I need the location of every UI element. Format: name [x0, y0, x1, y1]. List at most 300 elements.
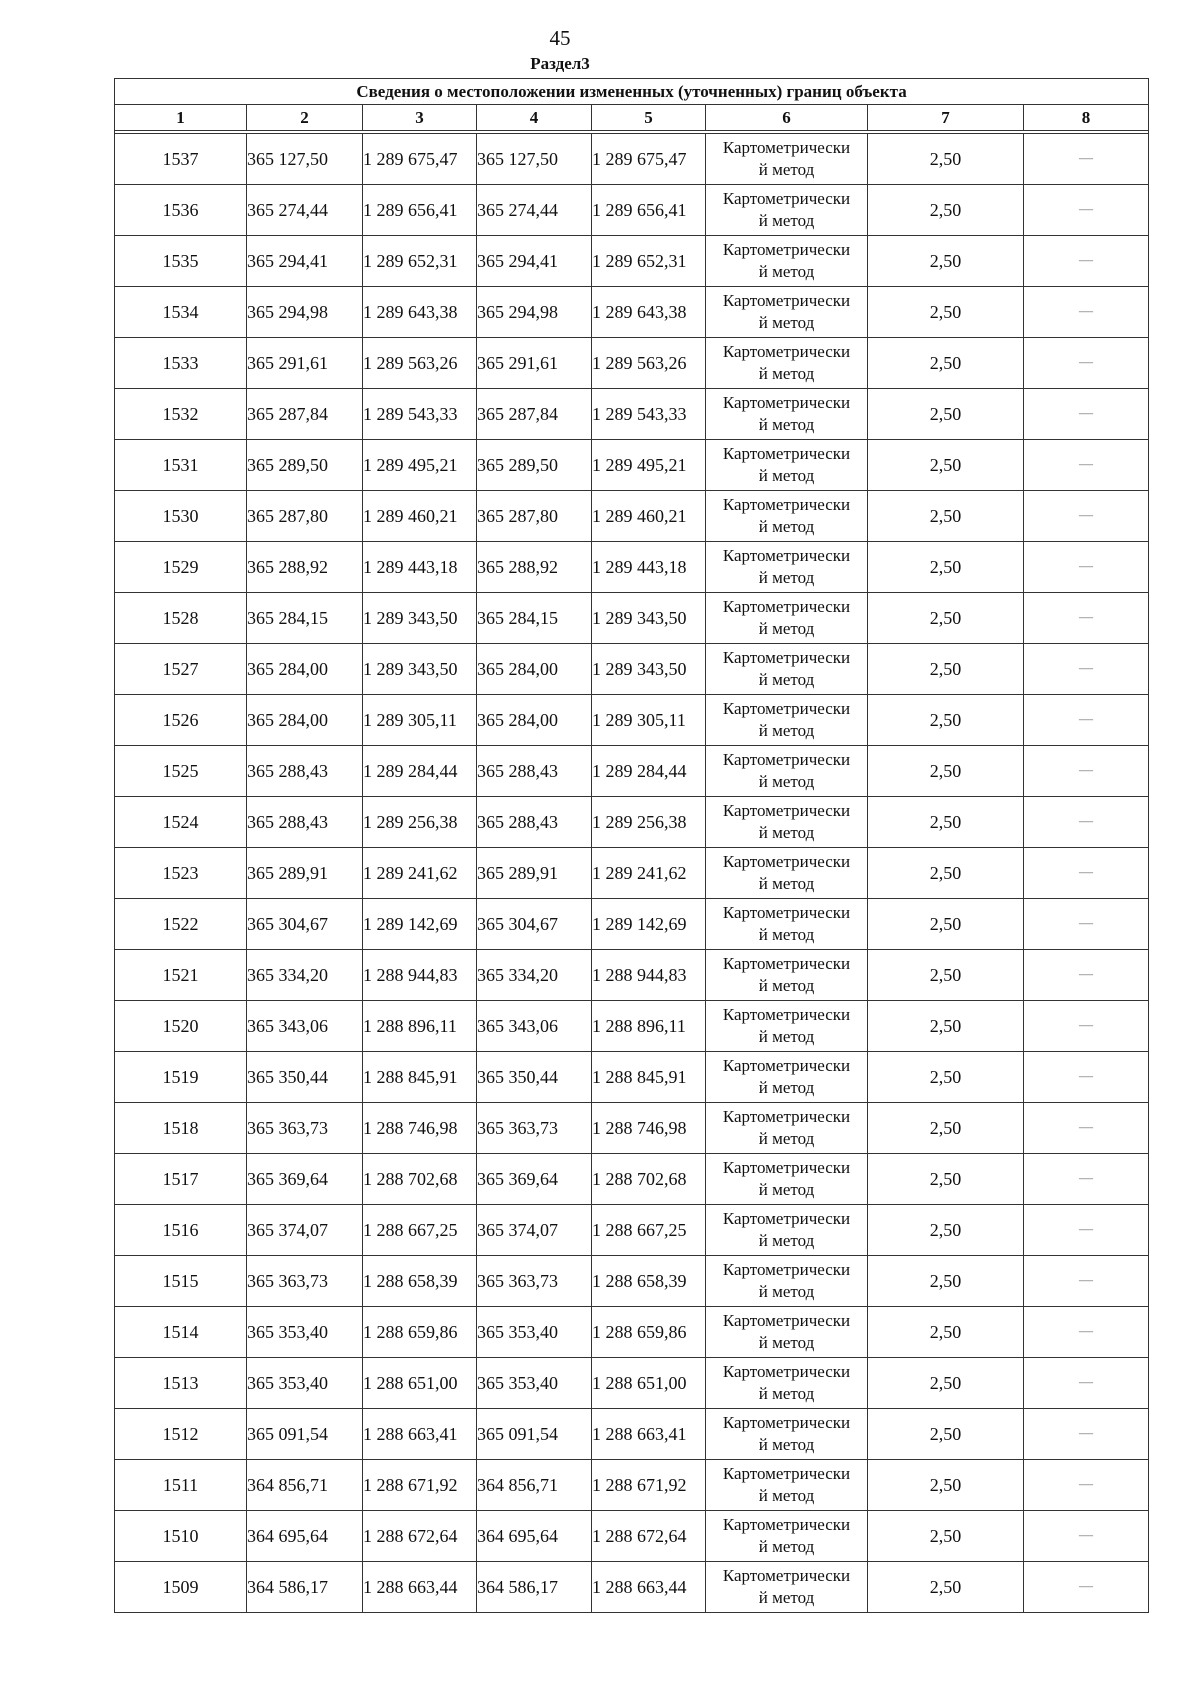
existing-y-cell: 1 289 343,50 — [363, 644, 477, 695]
existing-y-cell: 1 288 672,64 — [363, 1511, 477, 1562]
accuracy-cell: 2,50 — [868, 1460, 1024, 1511]
coordinates-table — [114, 78, 1149, 1613]
new-y-cell: 1 289 241,62 — [592, 848, 706, 899]
description-cell: — — [1024, 1358, 1149, 1409]
existing-x-cell: 365 304,67 — [247, 899, 363, 950]
new-y-cell: 1 289 652,31 — [592, 236, 706, 287]
new-y-cell: 1 288 667,25 — [592, 1205, 706, 1256]
existing-x-cell: 365 374,07 — [247, 1205, 363, 1256]
existing-y-cell: 1 288 845,91 — [363, 1052, 477, 1103]
accuracy-cell: 2,50 — [868, 185, 1024, 236]
existing-y-cell: 1 289 443,18 — [363, 542, 477, 593]
new-x-cell: 365 304,67 — [477, 899, 592, 950]
method-line-1: Картометрически — [722, 1311, 851, 1330]
table-row — [115, 644, 1149, 695]
description-cell: — — [1024, 695, 1149, 746]
method-cell — [706, 440, 868, 491]
method-line-1: Картометрически — [722, 954, 851, 973]
method-line-1: Картометрически — [722, 1362, 851, 1381]
accuracy-cell: 2,50 — [868, 491, 1024, 542]
accuracy-cell: 2,50 — [868, 1001, 1024, 1052]
new-x-cell: 365 284,00 — [477, 644, 592, 695]
method-line-1: Картометрически — [722, 1413, 851, 1432]
new-x-cell: 365 127,50 — [477, 134, 592, 185]
new-y-cell: 1 289 343,50 — [592, 593, 706, 644]
existing-y-cell: 1 288 663,41 — [363, 1409, 477, 1460]
table-row — [115, 1154, 1149, 1205]
existing-y-cell: 1 288 671,92 — [363, 1460, 477, 1511]
method-cell — [706, 542, 868, 593]
table-row — [115, 899, 1149, 950]
method-line-2: й метод — [758, 1384, 815, 1403]
table-row — [115, 1256, 1149, 1307]
new-y-cell: 1 288 663,41 — [592, 1409, 706, 1460]
method-line-1: Картометрически — [722, 801, 851, 820]
existing-y-cell: 1 289 543,33 — [363, 389, 477, 440]
new-x-cell: 365 294,41 — [477, 236, 592, 287]
table-row — [115, 134, 1149, 185]
method-line-1: Картометрически — [722, 1515, 851, 1534]
point-number-cell: 1521 — [115, 950, 247, 1001]
existing-x-cell: 365 369,64 — [247, 1154, 363, 1205]
new-y-cell: 1 289 343,50 — [592, 644, 706, 695]
new-x-cell: 365 289,50 — [477, 440, 592, 491]
new-y-cell: 1 288 651,00 — [592, 1358, 706, 1409]
new-y-cell: 1 288 944,83 — [592, 950, 706, 1001]
new-x-cell: 365 288,43 — [477, 746, 592, 797]
existing-x-cell: 365 289,91 — [247, 848, 363, 899]
new-y-cell: 1 288 658,39 — [592, 1256, 706, 1307]
new-x-cell: 365 363,73 — [477, 1256, 592, 1307]
new-x-cell: 365 291,61 — [477, 338, 592, 389]
table-row — [115, 1358, 1149, 1409]
accuracy-cell: 2,50 — [868, 1205, 1024, 1256]
table-row — [115, 338, 1149, 389]
existing-x-cell: 365 288,43 — [247, 746, 363, 797]
accuracy-cell: 2,50 — [868, 1409, 1024, 1460]
method-line-2: й метод — [758, 1282, 815, 1301]
existing-y-cell: 1 289 241,62 — [363, 848, 477, 899]
method-cell — [706, 1511, 868, 1562]
method-line-2: й метод — [758, 1486, 815, 1505]
description-cell: — — [1024, 1001, 1149, 1052]
new-x-cell: 365 274,44 — [477, 185, 592, 236]
existing-y-cell: 1 289 675,47 — [363, 134, 477, 185]
new-y-cell: 1 288 659,86 — [592, 1307, 706, 1358]
accuracy-cell: 2,50 — [868, 695, 1024, 746]
new-x-cell: 365 284,00 — [477, 695, 592, 746]
new-y-cell: 1 289 675,47 — [592, 134, 706, 185]
description-cell: — — [1024, 1409, 1149, 1460]
description-cell: — — [1024, 848, 1149, 899]
method-line-2: й метод — [758, 925, 815, 944]
existing-x-cell: 365 289,50 — [247, 440, 363, 491]
table-row — [115, 440, 1149, 491]
new-y-cell: 1 289 142,69 — [592, 899, 706, 950]
description-cell: — — [1024, 899, 1149, 950]
accuracy-cell: 2,50 — [868, 950, 1024, 1001]
point-number-cell: 1515 — [115, 1256, 247, 1307]
section-title: Раздел3 — [530, 54, 590, 73]
point-number-cell: 1519 — [115, 1052, 247, 1103]
table-body — [115, 134, 1149, 1613]
accuracy-cell: 2,50 — [868, 1103, 1024, 1154]
existing-x-cell: 365 294,98 — [247, 287, 363, 338]
method-cell — [706, 389, 868, 440]
table-row — [115, 695, 1149, 746]
existing-x-cell: 365 291,61 — [247, 338, 363, 389]
accuracy-cell: 2,50 — [868, 1307, 1024, 1358]
point-number-cell: 1522 — [115, 899, 247, 950]
method-line-1: Картометрически — [722, 393, 851, 412]
table-title: Сведения о местоположении измененных (уточненных) границ объекта — [115, 79, 1149, 105]
method-line-2: й метод — [758, 721, 815, 740]
method-line-1: Картометрически — [722, 1158, 851, 1177]
method-line-2: й метод — [758, 874, 815, 893]
point-number-cell: 1528 — [115, 593, 247, 644]
point-number-cell: 1534 — [115, 287, 247, 338]
point-number-cell: 1518 — [115, 1103, 247, 1154]
new-x-cell: 365 334,20 — [477, 950, 592, 1001]
description-cell: — — [1024, 1103, 1149, 1154]
accuracy-cell: 2,50 — [868, 593, 1024, 644]
description-cell: — — [1024, 1460, 1149, 1511]
page-number: 45 — [549, 26, 571, 50]
method-cell — [706, 950, 868, 1001]
method-line-2: й метод — [758, 670, 815, 689]
table-row — [115, 1460, 1149, 1511]
table-row — [115, 746, 1149, 797]
new-x-cell: 365 353,40 — [477, 1307, 592, 1358]
method-line-1: Картометрически — [722, 240, 851, 259]
new-y-cell: 1 289 643,38 — [592, 287, 706, 338]
description-cell: — — [1024, 287, 1149, 338]
table-row — [115, 491, 1149, 542]
new-y-cell: 1 289 495,21 — [592, 440, 706, 491]
table-row — [115, 287, 1149, 338]
column-number-5: 5 — [592, 105, 706, 131]
new-x-cell: 365 288,43 — [477, 797, 592, 848]
method-line-1: Картометрически — [722, 1107, 851, 1126]
accuracy-cell: 2,50 — [868, 1154, 1024, 1205]
method-line-2: й метод — [758, 1180, 815, 1199]
point-number-cell: 1536 — [115, 185, 247, 236]
method-line-2: й метод — [758, 1333, 815, 1352]
point-number-cell: 1509 — [115, 1562, 247, 1613]
method-line-1: Картометрически — [722, 699, 851, 718]
method-line-2: й метод — [758, 517, 815, 536]
existing-x-cell: 365 284,15 — [247, 593, 363, 644]
new-x-cell: 365 091,54 — [477, 1409, 592, 1460]
existing-y-cell: 1 288 896,11 — [363, 1001, 477, 1052]
description-cell: — — [1024, 1307, 1149, 1358]
description-cell: — — [1024, 950, 1149, 1001]
new-x-cell: 365 374,07 — [477, 1205, 592, 1256]
method-cell — [706, 746, 868, 797]
existing-y-cell: 1 289 305,11 — [363, 695, 477, 746]
point-number-cell: 1530 — [115, 491, 247, 542]
method-line-2: й метод — [758, 976, 815, 995]
description-cell: — — [1024, 185, 1149, 236]
existing-y-cell: 1 288 651,00 — [363, 1358, 477, 1409]
existing-y-cell: 1 288 667,25 — [363, 1205, 477, 1256]
description-cell: — — [1024, 389, 1149, 440]
existing-x-cell: 365 288,92 — [247, 542, 363, 593]
method-cell — [706, 1001, 868, 1052]
existing-y-cell: 1 288 944,83 — [363, 950, 477, 1001]
existing-x-cell: 365 294,41 — [247, 236, 363, 287]
description-cell: — — [1024, 491, 1149, 542]
table-row — [115, 236, 1149, 287]
method-cell — [706, 848, 868, 899]
new-y-cell: 1 288 702,68 — [592, 1154, 706, 1205]
new-y-cell: 1 288 845,91 — [592, 1052, 706, 1103]
existing-x-cell: 365 334,20 — [247, 950, 363, 1001]
method-cell — [706, 134, 868, 185]
method-line-1: Картометрически — [722, 1005, 851, 1024]
table-row — [115, 1103, 1149, 1154]
column-number-6: 6 — [706, 105, 868, 131]
method-line-1: Картометрически — [722, 1260, 851, 1279]
method-cell — [706, 1409, 868, 1460]
table-row — [115, 1562, 1149, 1613]
new-x-cell: 364 856,71 — [477, 1460, 592, 1511]
new-y-cell: 1 288 663,44 — [592, 1562, 706, 1613]
point-number-cell: 1537 — [115, 134, 247, 185]
description-cell: — — [1024, 338, 1149, 389]
description-cell: — — [1024, 593, 1149, 644]
new-y-cell: 1 288 896,11 — [592, 1001, 706, 1052]
method-cell — [706, 1460, 868, 1511]
column-number-7: 7 — [868, 105, 1024, 131]
existing-x-cell: 365 284,00 — [247, 644, 363, 695]
method-line-1: Картометрически — [722, 1056, 851, 1075]
accuracy-cell: 2,50 — [868, 899, 1024, 950]
description-cell: — — [1024, 746, 1149, 797]
point-number-cell: 1531 — [115, 440, 247, 491]
new-x-cell: 365 287,84 — [477, 389, 592, 440]
point-number-cell: 1516 — [115, 1205, 247, 1256]
method-cell — [706, 1562, 868, 1613]
accuracy-cell: 2,50 — [868, 542, 1024, 593]
method-line-1: Картометрически — [722, 546, 851, 565]
new-x-cell: 365 288,92 — [477, 542, 592, 593]
existing-y-cell: 1 289 256,38 — [363, 797, 477, 848]
accuracy-cell: 2,50 — [868, 1511, 1024, 1562]
method-cell — [706, 1256, 868, 1307]
method-cell — [706, 695, 868, 746]
existing-y-cell: 1 289 652,31 — [363, 236, 477, 287]
existing-x-cell: 365 284,00 — [247, 695, 363, 746]
existing-x-cell: 365 127,50 — [247, 134, 363, 185]
new-x-cell: 365 363,73 — [477, 1103, 592, 1154]
method-line-2: й метод — [758, 313, 815, 332]
existing-y-cell: 1 289 643,38 — [363, 287, 477, 338]
existing-y-cell: 1 288 658,39 — [363, 1256, 477, 1307]
description-cell: — — [1024, 236, 1149, 287]
accuracy-cell: 2,50 — [868, 1256, 1024, 1307]
description-cell: — — [1024, 1205, 1149, 1256]
new-x-cell: 365 369,64 — [477, 1154, 592, 1205]
new-y-cell: 1 289 563,26 — [592, 338, 706, 389]
point-number-cell: 1511 — [115, 1460, 247, 1511]
existing-x-cell: 365 353,40 — [247, 1307, 363, 1358]
existing-x-cell: 365 363,73 — [247, 1103, 363, 1154]
method-cell — [706, 1103, 868, 1154]
method-line-2: й метод — [758, 262, 815, 281]
method-line-2: й метод — [758, 1435, 815, 1454]
existing-y-cell: 1 289 563,26 — [363, 338, 477, 389]
table-row — [115, 950, 1149, 1001]
new-x-cell: 365 353,40 — [477, 1358, 592, 1409]
accuracy-cell: 2,50 — [868, 848, 1024, 899]
point-number-cell: 1524 — [115, 797, 247, 848]
table-row — [115, 185, 1149, 236]
method-cell — [706, 1154, 868, 1205]
column-number-8: 8 — [1024, 105, 1149, 131]
method-line-1: Картометрически — [722, 342, 851, 361]
column-number-2: 2 — [247, 105, 363, 131]
table-row — [115, 1409, 1149, 1460]
method-line-2: й метод — [758, 1027, 815, 1046]
accuracy-cell: 2,50 — [868, 746, 1024, 797]
new-y-cell: 1 289 284,44 — [592, 746, 706, 797]
new-x-cell: 365 350,44 — [477, 1052, 592, 1103]
method-line-1: Картометрически — [722, 903, 851, 922]
table-row — [115, 797, 1149, 848]
new-y-cell: 1 289 443,18 — [592, 542, 706, 593]
existing-y-cell: 1 288 663,44 — [363, 1562, 477, 1613]
new-x-cell: 365 289,91 — [477, 848, 592, 899]
existing-x-cell: 364 695,64 — [247, 1511, 363, 1562]
column-number-1: 1 — [115, 105, 247, 131]
existing-y-cell: 1 289 142,69 — [363, 899, 477, 950]
description-cell: — — [1024, 134, 1149, 185]
accuracy-cell: 2,50 — [868, 389, 1024, 440]
method-line-1: Картометрически — [722, 444, 851, 463]
existing-x-cell: 364 856,71 — [247, 1460, 363, 1511]
new-y-cell: 1 289 543,33 — [592, 389, 706, 440]
description-cell: — — [1024, 542, 1149, 593]
method-line-2: й метод — [758, 1078, 815, 1097]
method-line-1: Картометрически — [722, 291, 851, 310]
new-x-cell: 364 586,17 — [477, 1562, 592, 1613]
table-row — [115, 1307, 1149, 1358]
accuracy-cell: 2,50 — [868, 1562, 1024, 1613]
new-y-cell: 1 289 256,38 — [592, 797, 706, 848]
existing-y-cell: 1 289 460,21 — [363, 491, 477, 542]
existing-x-cell: 365 363,73 — [247, 1256, 363, 1307]
accuracy-cell: 2,50 — [868, 287, 1024, 338]
point-number-cell: 1527 — [115, 644, 247, 695]
method-line-2: й метод — [758, 466, 815, 485]
method-line-1: Картометрически — [722, 1566, 851, 1585]
method-line-2: й метод — [758, 823, 815, 842]
method-cell — [706, 1358, 868, 1409]
method-line-2: й метод — [758, 1231, 815, 1250]
new-x-cell: 365 294,98 — [477, 287, 592, 338]
existing-y-cell: 1 289 343,50 — [363, 593, 477, 644]
existing-x-cell: 365 350,44 — [247, 1052, 363, 1103]
method-cell — [706, 1052, 868, 1103]
new-x-cell: 365 343,06 — [477, 1001, 592, 1052]
existing-x-cell: 365 287,84 — [247, 389, 363, 440]
new-x-cell: 365 287,80 — [477, 491, 592, 542]
point-number-cell: 1523 — [115, 848, 247, 899]
method-cell — [706, 797, 868, 848]
existing-y-cell: 1 288 702,68 — [363, 1154, 477, 1205]
method-cell — [706, 338, 868, 389]
method-line-1: Картометрически — [722, 189, 851, 208]
point-number-cell: 1529 — [115, 542, 247, 593]
method-line-2: й метод — [758, 619, 815, 638]
method-line-1: Картометрически — [722, 648, 851, 667]
description-cell: — — [1024, 797, 1149, 848]
point-number-cell: 1512 — [115, 1409, 247, 1460]
point-number-cell: 1526 — [115, 695, 247, 746]
accuracy-cell: 2,50 — [868, 1052, 1024, 1103]
point-number-cell: 1533 — [115, 338, 247, 389]
method-cell — [706, 236, 868, 287]
table-row — [115, 1001, 1149, 1052]
accuracy-cell: 2,50 — [868, 338, 1024, 389]
point-number-cell: 1520 — [115, 1001, 247, 1052]
table-row — [115, 542, 1149, 593]
method-line-1: Картометрически — [722, 495, 851, 514]
table-row — [115, 1511, 1149, 1562]
accuracy-cell: 2,50 — [868, 134, 1024, 185]
existing-y-cell: 1 288 659,86 — [363, 1307, 477, 1358]
new-x-cell: 364 695,64 — [477, 1511, 592, 1562]
method-cell — [706, 593, 868, 644]
method-cell — [706, 1307, 868, 1358]
existing-y-cell: 1 289 495,21 — [363, 440, 477, 491]
point-number-cell: 1517 — [115, 1154, 247, 1205]
method-line-2: й метод — [758, 1588, 815, 1607]
existing-x-cell: 365 287,80 — [247, 491, 363, 542]
point-number-cell: 1514 — [115, 1307, 247, 1358]
method-cell — [706, 899, 868, 950]
point-number-cell: 1513 — [115, 1358, 247, 1409]
accuracy-cell: 2,50 — [868, 644, 1024, 695]
accuracy-cell: 2,50 — [868, 797, 1024, 848]
method-line-1: Картометрически — [722, 138, 851, 157]
existing-y-cell: 1 288 746,98 — [363, 1103, 477, 1154]
column-number-3: 3 — [363, 105, 477, 131]
method-line-2: й метод — [758, 364, 815, 383]
accuracy-cell: 2,50 — [868, 1358, 1024, 1409]
new-y-cell: 1 288 672,64 — [592, 1511, 706, 1562]
existing-x-cell: 365 353,40 — [247, 1358, 363, 1409]
existing-x-cell: 365 343,06 — [247, 1001, 363, 1052]
description-cell: — — [1024, 1562, 1149, 1613]
method-line-1: Картометрически — [722, 750, 851, 769]
method-line-1: Картометрически — [722, 1464, 851, 1483]
point-number-cell: 1535 — [115, 236, 247, 287]
existing-x-cell: 365 091,54 — [247, 1409, 363, 1460]
new-y-cell: 1 289 656,41 — [592, 185, 706, 236]
description-cell: — — [1024, 1154, 1149, 1205]
method-cell — [706, 491, 868, 542]
table-row — [115, 848, 1149, 899]
method-line-2: й метод — [758, 160, 815, 179]
accuracy-cell: 2,50 — [868, 236, 1024, 287]
method-line-2: й метод — [758, 772, 815, 791]
method-cell — [706, 644, 868, 695]
new-x-cell: 365 284,15 — [477, 593, 592, 644]
description-cell: — — [1024, 1511, 1149, 1562]
description-cell: — — [1024, 1052, 1149, 1103]
